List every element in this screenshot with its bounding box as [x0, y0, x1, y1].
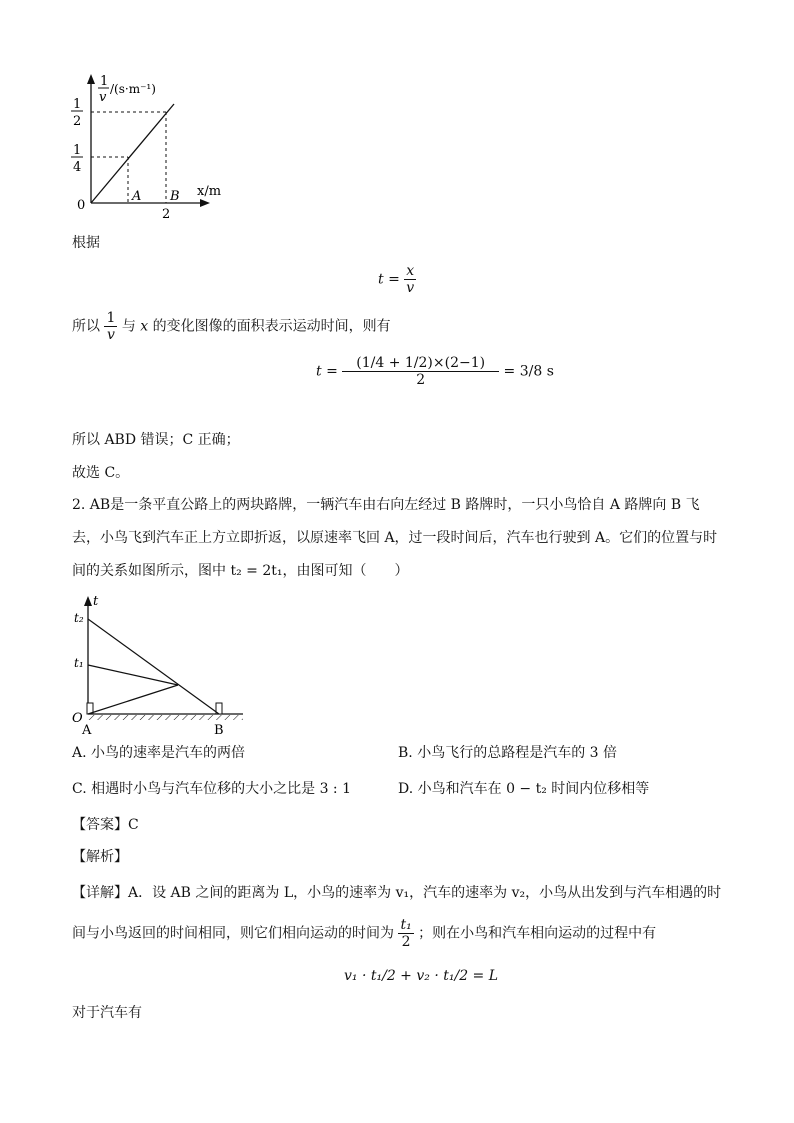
answer-label: 【答案】C [72, 817, 139, 833]
frac-t1-over-2 [398, 917, 413, 950]
option-a: A. 小鸟的速率是汽车的两倍 [72, 745, 246, 761]
analysis-label: 【解析】 [72, 849, 128, 865]
frac-t1-num: t₁ [400, 917, 412, 933]
figure-1-graph [60, 70, 230, 220]
detail-line-1: 【详解】A．设 AB 之间的距离为 L，小鸟的速率为 v₁，汽车的速率为 v₂，小鸟从出发到与汽车相遇的时 [72, 885, 722, 901]
text-choose: 故选 C。 [72, 465, 130, 481]
fig2-bird-out [88, 685, 178, 714]
fig2-t2-label: t₂ [74, 611, 84, 625]
eq2-num: (1/4 + 1/2)×(2−1) [342, 355, 499, 372]
detail-line-2-post: ；则在小鸟和汽车相向运动的过程中有 [418, 925, 657, 942]
equation-relative-motion: v₁ · t₁/2 + v₂ · t₁/2 = L [344, 968, 499, 984]
fig2-point-a: A [82, 723, 92, 738]
option-b: B. 小鸟飞行的总路程是汽车的 3 倍 [398, 745, 617, 761]
fig2-car-line [88, 619, 219, 714]
line2-post: 的变化图像的面积表示运动时间，则有 [152, 318, 391, 335]
question-2-line-2: 去，小鸟飞到汽车正上方立即折返，以原速率飞回 A，过一段时间后，汽车也行驶到 A。它们的位置与时 [72, 530, 718, 546]
fig1-tick-quarter-den: 4 [73, 160, 82, 175]
fig2-ground-hatch [88, 715, 243, 720]
frac-1v-num: 1 [106, 310, 116, 326]
frac-t1-den: 2 [401, 934, 411, 950]
eq1-num: x [404, 263, 416, 280]
fig2-t1-label: t₁ [74, 656, 84, 670]
fig1-x-tick: 2 [162, 207, 171, 220]
eq1-den: v [406, 280, 415, 296]
eq1-fraction [404, 263, 416, 296]
frac-1v-den: v [106, 327, 115, 343]
fig1-y-arrow [87, 74, 95, 84]
question-2-line-1: 2. AB是一条平直公路上的两块路牌，一辆汽车由右向左经过 B 路牌时，一只小鸟恰自 A 路牌向 B 飞 [72, 497, 700, 513]
figure-2-graph [66, 590, 256, 740]
eq2-fraction [342, 355, 499, 388]
frac-one-over-v [104, 310, 117, 343]
fig1-origin: 0 [77, 198, 86, 213]
option-c: C. 相遇时小鸟与汽车位移的大小之比是 3 : 1 [72, 781, 351, 797]
equation-area-time [316, 355, 554, 388]
fig1-y-frac-den: v [99, 90, 107, 105]
fig1-x-axis-label: x/m [197, 184, 222, 199]
equation-t-equals-x-over-v [378, 263, 416, 296]
detail-line-2 [72, 917, 656, 950]
line2-pre: 所以 [72, 318, 100, 335]
option-d: D. 小鸟和汽车在 0 − t₂ 时间内位移相等 [398, 781, 650, 797]
text-according: 根据 [72, 235, 100, 251]
eq1-lhs: t = [378, 271, 400, 288]
eq2-den: 2 [416, 372, 426, 388]
fig1-tick-half-num: 1 [73, 97, 82, 112]
fig1-point-a: A [132, 189, 142, 204]
fig1-x-arrow [200, 199, 210, 207]
eq2-lhs: t = [316, 363, 338, 380]
line2-x: x [140, 318, 149, 335]
fig2-point-b: B [214, 723, 224, 738]
text-area-means-time [72, 310, 391, 343]
fig2-axis-t: t [93, 594, 99, 609]
eq2-rhs: = 3/8 s [503, 363, 554, 380]
fig1-tick-half-den: 2 [73, 114, 82, 129]
detail-line-2-pre: 间与小鸟返回的时间相同，则它们相向运动的时间为 [72, 925, 394, 942]
question-2-line-3: 间的关系如图所示，图中 t₂ = 2t₁，由图可知（ ） [72, 563, 409, 579]
fig2-origin: O [72, 711, 83, 726]
fig1-tick-quarter-num: 1 [73, 143, 82, 158]
fig1-point-b: B [170, 189, 180, 204]
fig1-y-frac-num: 1 [100, 74, 109, 89]
line2-mid: 与 [121, 318, 136, 335]
text-conclusion: 所以 ABD 错误；C 正确； [72, 432, 240, 448]
fig2-t-arrow [84, 596, 92, 606]
fig1-y-axis-label: /(s·m⁻¹) [110, 82, 156, 96]
text-for-car: 对于汽车有 [72, 1005, 142, 1021]
